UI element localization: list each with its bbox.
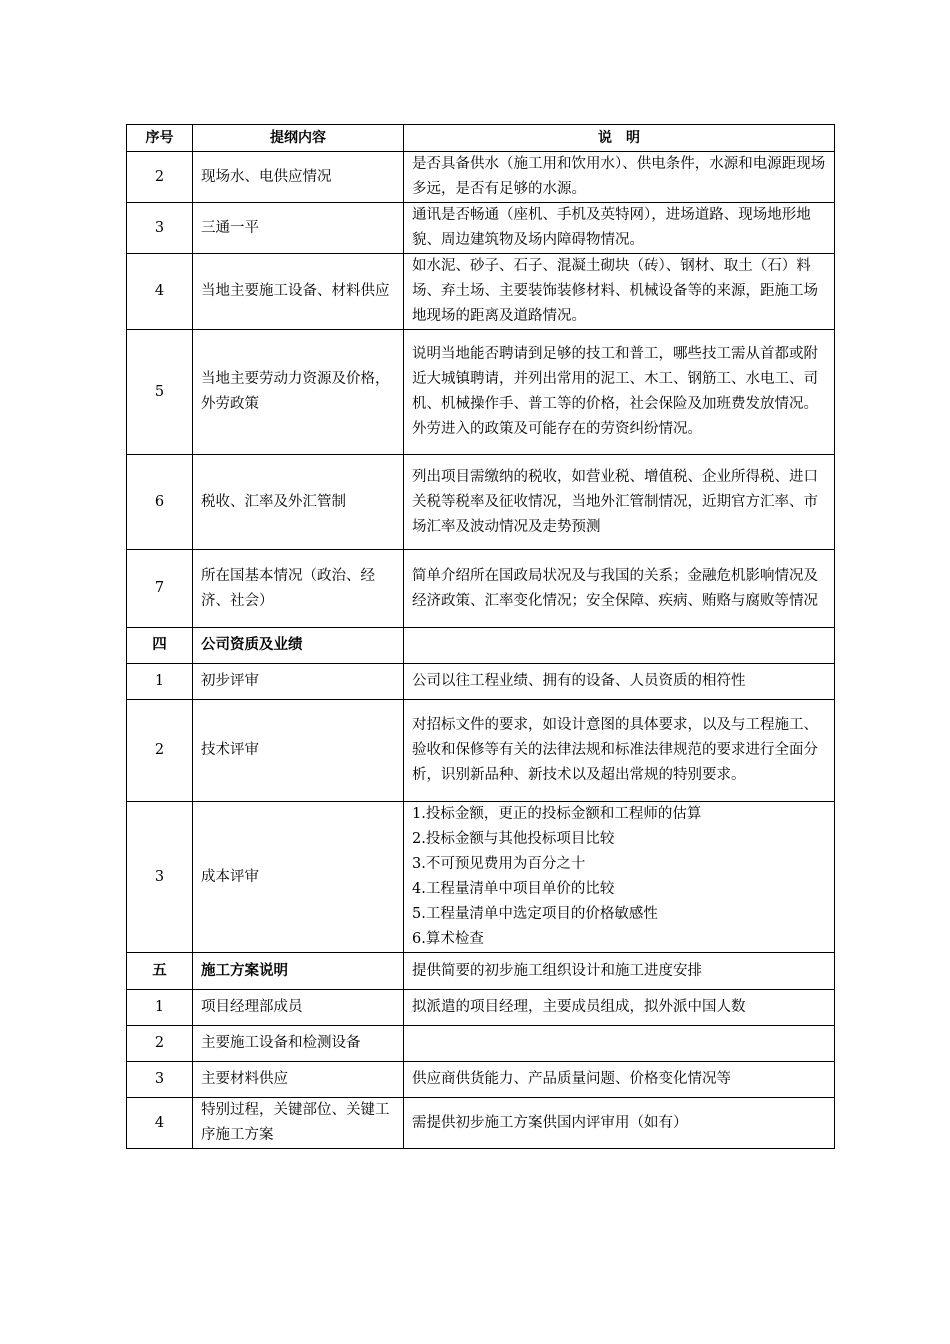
table-row [127, 1098, 835, 1149]
table-row [127, 254, 835, 330]
table-row [127, 330, 835, 455]
row-number: 6 [127, 455, 193, 550]
row-item: 成本评审 [193, 802, 404, 953]
row-number: 2 [127, 700, 193, 802]
table-body [127, 152, 835, 1149]
row-item: 公司资质及业绩 [193, 628, 404, 664]
description-list-line: 5.工程量清单中选定项目的价格敏感性 [412, 906, 658, 922]
table-row [127, 455, 835, 550]
header-outline-content: 提纲内容 [193, 125, 404, 152]
header-serial: 序号 [127, 125, 193, 152]
row-number: 四 [127, 628, 193, 664]
row-description [404, 1026, 835, 1062]
row-description: 如水泥、砂子、石子、混凝土砌块（砖）、钢材、取土（石）料场、弃土场、主要装饰装修材料、机械设备等的来源，距施工场地现场的距离及道路情况。 [404, 254, 835, 330]
row-number: 3 [127, 802, 193, 953]
row-item: 项目经理部成员 [193, 990, 404, 1026]
row-number: 2 [127, 1026, 193, 1062]
row-number: 五 [127, 953, 193, 990]
description-list-line: 1.投标金额，更正的投标金额和工程师的估算 [412, 806, 702, 822]
table-header-row [127, 125, 835, 152]
row-description: 拟派遣的项目经理，主要成员组成，拟外派中国人数 [404, 990, 835, 1026]
row-item: 主要施工设备和检测设备 [193, 1026, 404, 1062]
row-item: 税收、汇率及外汇管制 [193, 455, 404, 550]
row-number: 7 [127, 550, 193, 628]
row-description [404, 628, 835, 664]
row-item: 特别过程，关键部位、关键工序施工方案 [193, 1098, 404, 1149]
row-item: 所在国基本情况（政治、经济、社会） [193, 550, 404, 628]
outline-table [126, 124, 835, 1149]
row-description: 简单介绍所在国政局状况及与我国的关系；金融危机影响情况及经济政策、汇率变化情况；安全保障、疾病、贿赂与腐败等情况 [404, 550, 835, 628]
table-row [127, 664, 835, 700]
row-description: 对招标文件的要求，如设计意图的具体要求，以及与工程施工、验收和保修等有关的法律法规和标准法律规范的要求进行全面分析，识别新品种、新技术以及超出常规的特别要求。 [404, 700, 835, 802]
row-number: 1 [127, 990, 193, 1026]
description-list-line: 6.算术检查 [412, 931, 484, 947]
row-description: 公司以往工程业绩、拥有的设备、人员资质的相符性 [404, 664, 835, 700]
row-description [404, 802, 835, 953]
table-row [127, 152, 835, 203]
section-row [127, 628, 835, 664]
row-number: 2 [127, 152, 193, 203]
row-number: 4 [127, 254, 193, 330]
row-number: 3 [127, 203, 193, 254]
description-list-line: 2.投标金额与其他投标项目比较 [412, 831, 615, 847]
row-number: 5 [127, 330, 193, 455]
table-row [127, 550, 835, 628]
row-number: 4 [127, 1098, 193, 1149]
row-description: 列出项目需缴纳的税收，如营业税、增值税、企业所得税、进口关税等税率及征收情况，当地外汇管制情况，近期官方汇率、市场汇率及波动情况及走势预测 [404, 455, 835, 550]
row-description: 提供简要的初步施工组织设计和施工进度安排 [404, 953, 835, 990]
table-row [127, 990, 835, 1026]
table-row [127, 802, 835, 953]
row-item: 技术评审 [193, 700, 404, 802]
header-description: 说 明 [404, 125, 835, 152]
row-item: 施工方案说明 [193, 953, 404, 990]
description-list-line: 3.不可预见费用为百分之十 [412, 856, 586, 872]
row-description: 供应商供货能力、产品质量问题、价格变化情况等 [404, 1062, 835, 1098]
row-item: 主要材料供应 [193, 1062, 404, 1098]
row-description: 通讯是否畅通（座机、手机及英特网），进场道路、现场地形地貌、周边建筑物及场内障碍物情况。 [404, 203, 835, 254]
table-row [127, 203, 835, 254]
table-row [127, 700, 835, 802]
row-description: 说明当地能否聘请到足够的技工和普工，哪些技工需从首都或附近大城镇聘请，并列出常用的泥工、木工、钢筋工、水电工、司机、机械操作手、普工等的价格，社会保险及加班费发放情况。外劳进入的政策及可能存在的劳资纠纷情况。 [404, 330, 835, 455]
row-number: 1 [127, 664, 193, 700]
row-item: 当地主要劳动力资源及价格，外劳政策 [193, 330, 404, 455]
row-item: 当地主要施工设备、材料供应 [193, 254, 404, 330]
table-row [127, 1062, 835, 1098]
row-item: 三通一平 [193, 203, 404, 254]
row-description: 是否具备供水（施工用和饮用水）、供电条件，水源和电源距现场多远，是否有足够的水源。 [404, 152, 835, 203]
section-row [127, 953, 835, 990]
row-number: 3 [127, 1062, 193, 1098]
row-description: 需提供初步施工方案供国内评审用（如有） [404, 1098, 835, 1149]
table-row [127, 1026, 835, 1062]
row-item: 初步评审 [193, 664, 404, 700]
description-list-line: 4.工程量清单中项目单价的比较 [412, 881, 615, 897]
row-item: 现场水、电供应情况 [193, 152, 404, 203]
